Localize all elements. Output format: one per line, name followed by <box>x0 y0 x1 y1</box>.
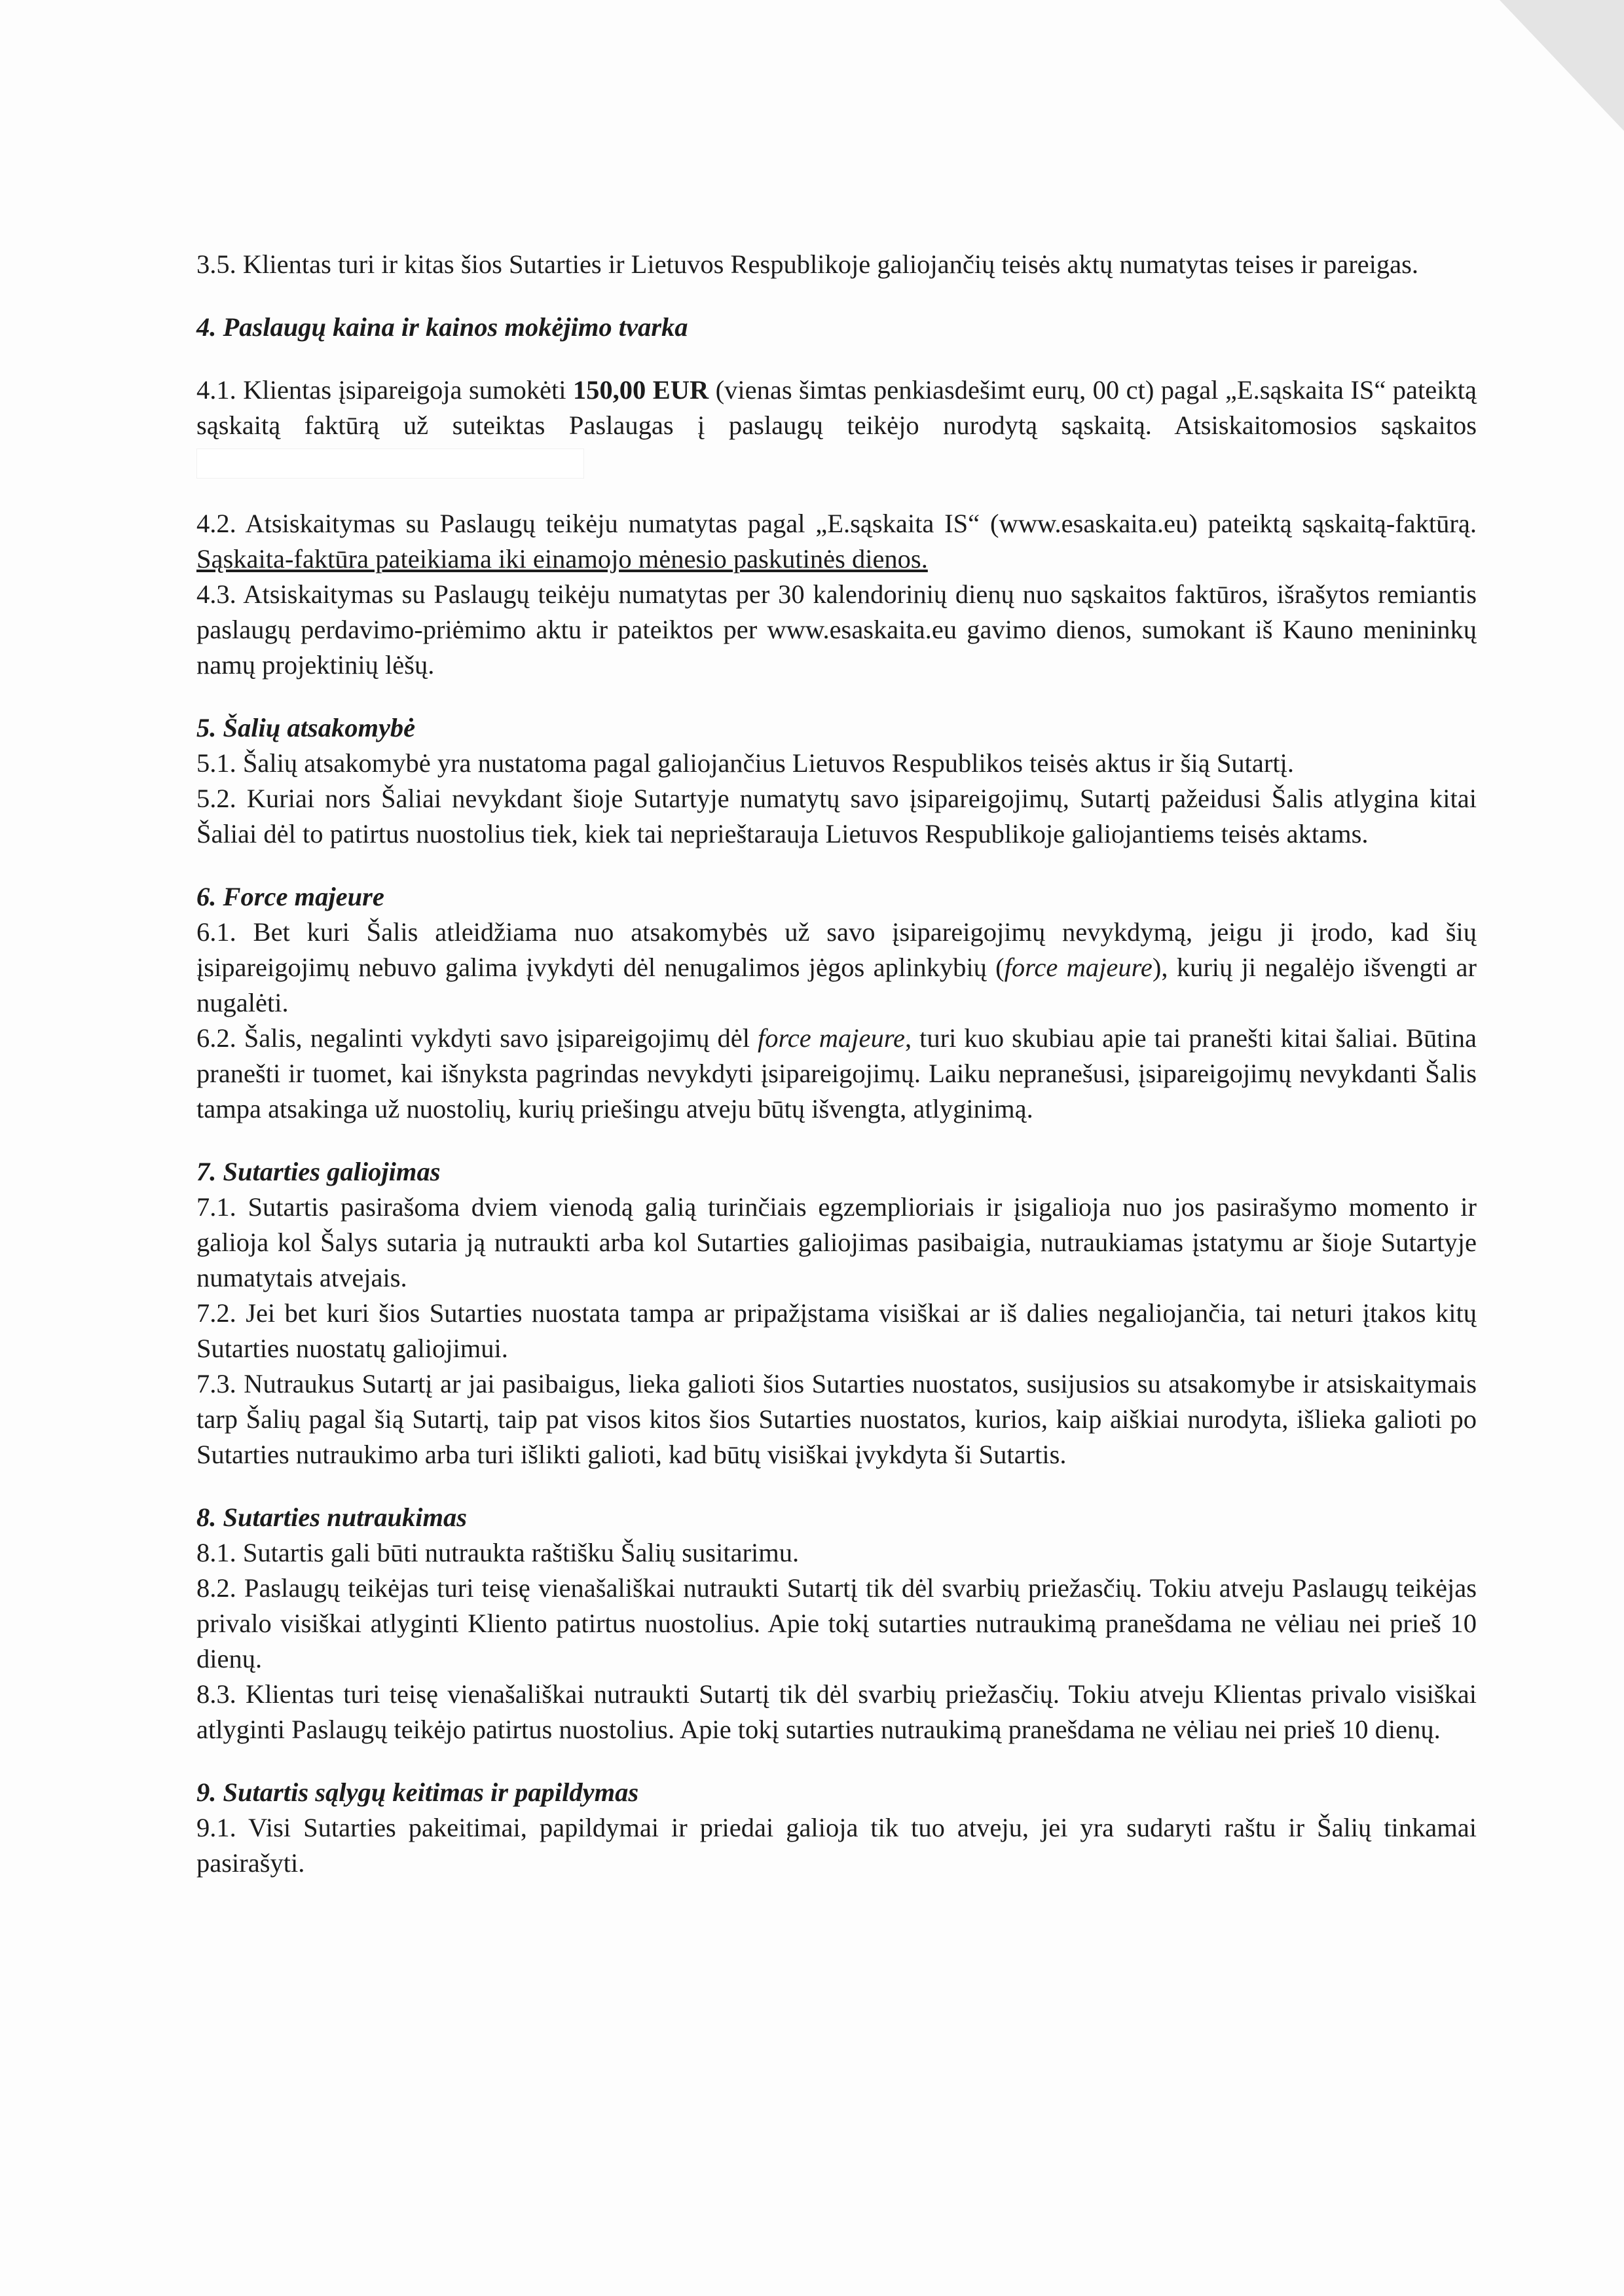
section-9-heading: 9. Sutartis sąlygų keitimas ir papildymas <box>196 1777 639 1807</box>
clause-4-1-text-b: (vienas šimtas penkiasdešimt eurų, 00 ct) pagal „E.sąskaita IS“ pateiktą sąskaitą faktūrą už suteiktas Paslaugas į paslaugų teikėjo nurodytą sąskaitą. Atsiskaitomosios sąskaitos <box>196 375 1477 440</box>
clause-7-3: 7.3. Nutraukus Sutartį ar jai pasibaigus, lieka galioti šios Sutarties nuostatos, susijusios su atsakomybe ir atsiskaitymais tarp Šalių pagal šią Sutartį, taip pat visos kitos šios Sutarties nuostatos, kurios, kaip aiškiai nurodyta, išlieka galioti po Sutarties nutraukimo arba turi išlikti galioti, kad būtų visiškai įvykdyta ši Sutartis. <box>196 1369 1477 1469</box>
clause-6-2-text-a: 6.2. Šalis, negalinti vykdyti savo įsipareigojimų dėl <box>196 1023 758 1053</box>
contract-page <box>196 247 1477 1881</box>
clause-8-2: 8.2. Paslaugų teikėjas turi teisę vienašališkai nutraukti Sutartį tik dėl svarbių priežasčių. Tokiu atveju Paslaugų teikėjas privalo visiškai atlyginti Kliento patirtus nuostolius. Apie tokį sutarties nutraukimą pranešdama ne vėliau nei prieš 10 dienų. <box>196 1573 1477 1673</box>
clause-6-2-text-b: , turi kuo skubiau apie tai pranešti kitai šaliai. Būtina pranešti ir tuomet, kai išnyksta pagrindas nevykdyti įsipareigojimų. Laiku nepranešusi, įsipareigojimų nevykdanti Šalis tampa atsakinga už nuostolių, kurių priešingu atveju būtų išvengta, atlyginimą. <box>196 1023 1477 1123</box>
section-6-heading: 6. Force majeure <box>196 882 384 911</box>
clause-8-3: 8.3. Klientas turi teisę vienašališkai nutraukti Sutartį tik dėl svarbių priežasčių. Tokiu atveju Klientas privalo visiškai atlyginti Paslaugų teikėjo patirtus nuostolius. Apie tokį sutarties nutraukimą pranešdama ne vėliau nei prieš 10 dienų. <box>196 1679 1477 1744</box>
clause-6-1 <box>196 915 1477 1021</box>
clause-6-1-text-b: ), kurių ji negalėjo išvengti ar nugalėti. <box>196 953 1477 1017</box>
clause-6-1-italic: force majeure <box>1004 953 1153 982</box>
clause-4-2-underlined: Sąskaita-faktūra pateikiama iki einamojo mėnesio paskutinės dienos. <box>196 544 928 574</box>
clause-5-2: 5.2. Kuriai nors Šaliai nevykdant šioje Sutartyje numatytų savo įsipareigojimų, Sutartį pažeidusi Šalis atlygina kitai Šaliai dėl to patirtus nuostolius tiek, kiek tai neprieštarauja Lietuvos Respublikoje galiojantiems teisės aktams. <box>196 784 1477 848</box>
section-7-heading: 7. Sutarties galiojimas <box>196 1157 441 1186</box>
section-5-heading: 5. Šalių atsakomybė <box>196 713 416 742</box>
clause-4-1 <box>196 373 1477 479</box>
payment-amount: 150,00 EUR <box>572 375 709 405</box>
clause-6-2 <box>196 1021 1477 1127</box>
clause-4-2-text: 4.2. Atsiskaitymas su Paslaugų teikėju numatytas pagal „E.sąskaita IS“ (www.esaskaita.eu) pateiktą sąskaitą-faktūrą. <box>196 509 1477 538</box>
clause-3-5: 3.5. Klientas turi ir kitas šios Sutarties ir Lietuvos Respublikoje galiojančių teisės aktų numatytas teises ir pareigas. <box>196 249 1419 279</box>
clause-8-1: 8.1. Sutartis gali būti nutraukta raštišku Šalių susitarimu. <box>196 1538 800 1567</box>
clause-7-2: 7.2. Jei bet kuri šios Sutarties nuostata tampa ar pripažįstama visiškai ar iš dalies negaliojančia, tai neturi įtakos kitų Sutarties nuostatų galiojimui. <box>196 1298 1477 1363</box>
clause-4-3: 4.3. Atsiskaitymas su Paslaugų teikėju numatytas per 30 kalendorinių dienų nuo sąskaitos faktūros, išrašytos remiantis paslaugų perdavimo-priėmimo aktu ir pateiktos per www.esaskaita.eu gavimo dienos, sumokant iš Kauno menininkų namų projektinių lėšų. <box>196 579 1477 680</box>
clause-5-1: 5.1. Šalių atsakomybė yra nustatoma pagal galiojančius Lietuvos Respublikos teisės aktus ir šią Sutartį. <box>196 748 1294 778</box>
redacted-account-number <box>196 448 584 479</box>
clause-7-1: 7.1. Sutartis pasirašoma dviem vienodą galią turinčiais egzemplioriais ir įsigalioja nuo jos pasirašymo momento ir galioja kol Šalys sutaria ją nutraukti arba kol Sutarties galiojimas pasibaigia, nutraukiamas įstatymu ar šioje Sutartyje numatytais atvejais. <box>196 1192 1477 1292</box>
clause-4-2 <box>196 506 1477 577</box>
folded-page-corner <box>1500 0 1624 131</box>
clause-6-1-text-a: 6.1. Bet kuri Šalis atleidžiama nuo atsakomybės už savo įsipareigojimų nevykdymą, jeigu ji įrodo, kad šių įsipareigojimų nebuvo galima įvykdyti dėl nenugalimos jėgos aplinkybių ( <box>196 917 1477 982</box>
section-8-heading: 8. Sutarties nutraukimas <box>196 1503 468 1532</box>
clause-6-2-italic: force majeure <box>757 1023 905 1053</box>
section-4-heading: 4. Paslaugų kaina ir kainos mokėjimo tvarka <box>196 312 688 342</box>
clause-4-1-text-a: 4.1. Klientas įsipareigoja sumokėti <box>196 375 573 405</box>
clause-9-1: 9.1. Visi Sutarties pakeitimai, papildymai ir priedai galioja tik tuo atveju, jei yra sudaryti raštu ir Šalių tinkamai pasirašyti. <box>196 1813 1477 1878</box>
